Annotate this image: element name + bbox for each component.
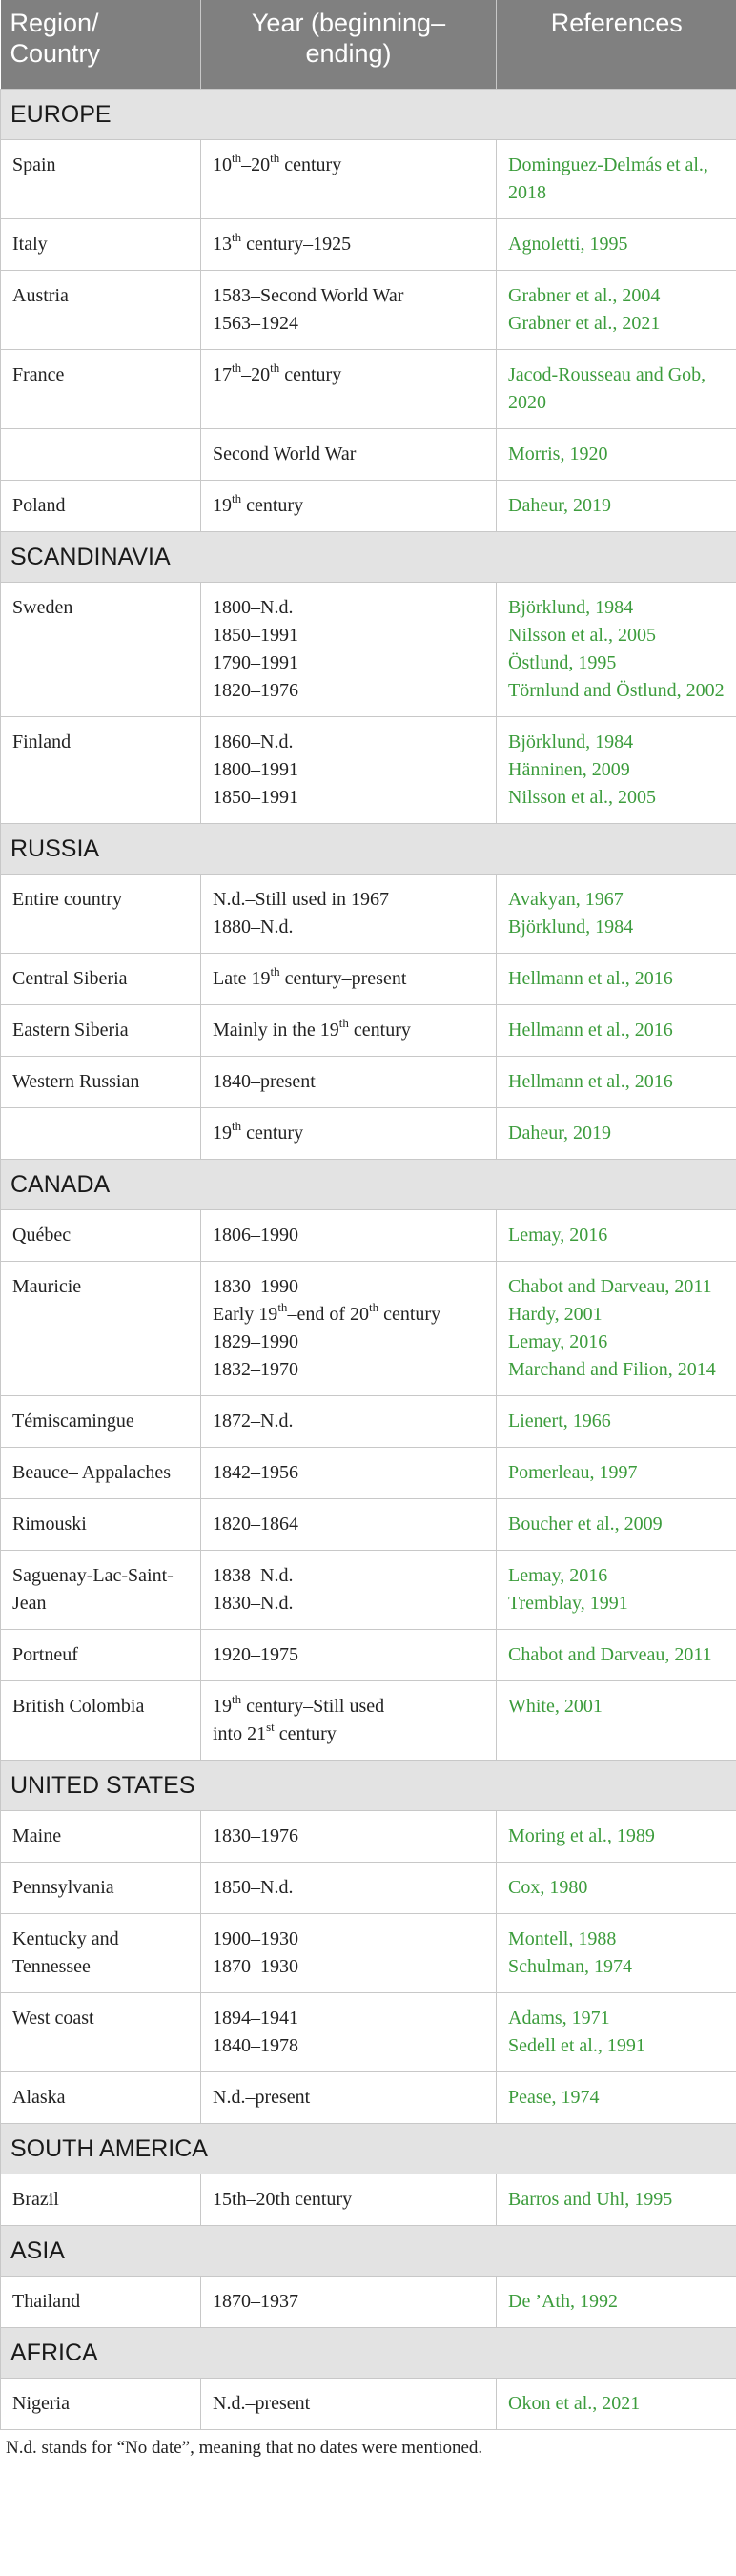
reference-link[interactable]: Dominguez-Delmás et al., 2018 (508, 154, 708, 203)
country-cell: Saguenay-Lac-Saint-Jean (1, 1550, 201, 1629)
year-cell (201, 1992, 497, 2071)
reference-link[interactable]: Daheur, 2019 (508, 494, 612, 516)
reference-link[interactable]: Grabner et al., 2021 (508, 312, 661, 334)
reference-link[interactable]: Björklund, 1984 (508, 916, 634, 938)
year-text: century (279, 154, 342, 175)
reference-link[interactable]: Björklund, 1984 (508, 596, 634, 618)
year-line (213, 1356, 484, 1384)
references-cell (497, 1810, 736, 1862)
year-cell (201, 1447, 497, 1498)
reference-link[interactable]: Björklund, 1984 (508, 731, 634, 752)
year-cell (201, 218, 497, 270)
year-text: 1870–1937 (213, 2290, 298, 2312)
year-text: 1830–1990 (213, 1275, 298, 1297)
year-line (213, 2005, 484, 2032)
references-cell (497, 1629, 736, 1680)
year-line (213, 1329, 484, 1356)
references-cell (497, 1498, 736, 1550)
country-cell (1, 428, 201, 480)
references-cell (497, 582, 736, 716)
table-row (1, 1629, 736, 1680)
year-text: century (241, 494, 304, 516)
table-row (1, 1862, 736, 1913)
ordinal-suffix: th (232, 150, 242, 165)
country-cell: Alaska (1, 2071, 201, 2123)
year-text: 1830–N.d. (213, 1592, 294, 1614)
references-cell (497, 480, 736, 531)
year-line (213, 1301, 484, 1329)
year-line (213, 2032, 484, 2060)
year-text: into 21 (213, 1722, 267, 1744)
year-line (213, 310, 484, 338)
year-cell (201, 428, 497, 480)
year-text: 13 (213, 233, 232, 255)
year-text: 19 (213, 1122, 232, 1144)
year-line (213, 1120, 484, 1147)
section-row (1, 1159, 736, 1209)
ordinal-suffix: th (232, 1118, 242, 1133)
year-text: 15th–20th century (213, 2188, 353, 2210)
table-row (1, 218, 736, 270)
references-cell (497, 2276, 736, 2327)
year-text: Early 19 (213, 1303, 278, 1325)
table-row (1, 1680, 736, 1760)
year-text: 1850–1991 (213, 786, 298, 808)
table-header-row (1, 0, 736, 89)
year-text: – (241, 154, 252, 175)
year-line (213, 784, 484, 812)
ordinal-suffix: th (232, 490, 242, 505)
country-cell: Eastern Siberia (1, 1004, 201, 1056)
year-line (213, 441, 484, 468)
references-cell (497, 349, 736, 428)
year-text: century (348, 1019, 411, 1041)
year-line (213, 1693, 484, 1721)
country-cell: Beauce– Appalaches (1, 1447, 201, 1498)
year-text: Mainly in the 19 (213, 1019, 339, 1041)
year-text: 10 (213, 154, 232, 175)
year-text: 1880–N.d. (213, 916, 294, 938)
section-row (1, 2123, 736, 2174)
year-line (213, 965, 484, 993)
year-line (213, 2186, 484, 2214)
year-text: 1900–1930 (213, 1927, 298, 1949)
section-row (1, 1760, 736, 1810)
year-text: –20 (241, 363, 271, 385)
references-cell (497, 1004, 736, 1056)
year-text: 1829–1990 (213, 1330, 298, 1352)
reference-link[interactable]: Nilsson et al., 2005 (508, 786, 656, 808)
reference-link[interactable]: Boucher et al., 2009 (508, 1513, 663, 1535)
year-cell (201, 1056, 497, 1107)
reference-link[interactable]: Daheur, 2019 (508, 1122, 612, 1144)
year-text: 1832–1970 (213, 1358, 298, 1380)
section-title: ASIA (1, 2225, 736, 2276)
table-row (1, 2378, 736, 2429)
country-cell: Mauricie (1, 1261, 201, 1395)
reference-link[interactable]: Grabner et al., 2004 (508, 284, 661, 306)
year-cell (201, 1107, 497, 1159)
table-row (1, 1550, 736, 1629)
year-text: 19 (213, 1695, 232, 1717)
table-row (1, 1209, 736, 1261)
year-line (213, 1408, 484, 1435)
year-line (213, 2084, 484, 2112)
year-cell (201, 1550, 497, 1629)
ordinal-suffix: th (368, 1299, 379, 1314)
year-text: 1850–1991 (213, 624, 298, 646)
year-line (213, 1459, 484, 1487)
year-line (213, 756, 484, 784)
year-line (213, 282, 484, 310)
year-line (213, 677, 484, 705)
table-body (1, 89, 736, 2429)
reference-link[interactable]: Hardy, 2001 (508, 1303, 603, 1325)
header-references: References (497, 0, 736, 89)
year-line (213, 1511, 484, 1538)
year-text: 17 (213, 363, 232, 385)
country-cell: Italy (1, 218, 201, 270)
table-row (1, 1810, 736, 1862)
table-row (1, 582, 736, 716)
year-cell (201, 2174, 497, 2225)
reference-link[interactable]: Hellmann et al., 2016 (508, 1019, 673, 1041)
country-cell (1, 1107, 201, 1159)
country-cell: Finland (1, 716, 201, 823)
year-text: 1842–1956 (213, 1461, 298, 1483)
year-text: 1894–1941 (213, 2007, 298, 2029)
year-text: Late 19 (213, 967, 271, 989)
year-cell (201, 480, 497, 531)
table-row (1, 1913, 736, 1992)
references-cell (497, 1862, 736, 1913)
ordinal-suffix: th (270, 360, 280, 375)
year-line (213, 361, 484, 389)
year-text: 1790–1991 (213, 651, 298, 673)
reference-link[interactable]: Törnlund and Östlund, 2002 (508, 679, 725, 701)
year-cell (201, 1680, 497, 1760)
country-cell: Nigeria (1, 2378, 201, 2429)
country-cell: Spain (1, 139, 201, 218)
year-line (213, 1641, 484, 1669)
references-cell (497, 874, 736, 953)
year-cell (201, 716, 497, 823)
references-cell (497, 2071, 736, 2123)
table-row (1, 1992, 736, 2071)
table-row (1, 1107, 736, 1159)
reference-link[interactable]: Tremblay, 1991 (508, 1592, 628, 1614)
year-text: 1830–1976 (213, 1824, 298, 1846)
year-text: 1800–1991 (213, 758, 298, 780)
year-text: 1806–1990 (213, 1224, 298, 1246)
reference-link[interactable]: Hellmann et al., 2016 (508, 1070, 673, 1092)
country-cell: Maine (1, 1810, 201, 1862)
references-cell (497, 1056, 736, 1107)
references-cell (497, 218, 736, 270)
year-text: century (378, 1303, 441, 1325)
reference-link[interactable]: Hänninen, 2009 (508, 758, 630, 780)
table-row (1, 428, 736, 480)
reference-link[interactable]: Östlund, 1995 (508, 651, 617, 673)
section-row (1, 89, 736, 139)
references-cell (497, 1992, 736, 2071)
year-cell (201, 953, 497, 1004)
year-cell (201, 349, 497, 428)
ordinal-suffix: st (266, 1719, 275, 1734)
year-line (213, 622, 484, 649)
ordinal-suffix: th (338, 1015, 349, 1030)
references-cell (497, 953, 736, 1004)
references-cell (497, 428, 736, 480)
references-cell (497, 1913, 736, 1992)
table-row (1, 1447, 736, 1498)
country-cell: Pennsylvania (1, 1862, 201, 1913)
reference-link[interactable]: Cox, 1980 (508, 1876, 588, 1898)
year-text: century–Still used (241, 1695, 385, 1717)
section-row (1, 2225, 736, 2276)
year-cell (201, 1209, 497, 1261)
year-line (213, 1926, 484, 1953)
country-cell: Poland (1, 480, 201, 531)
table-row (1, 2071, 736, 2123)
reference-link[interactable]: Marchand and Filion, 2014 (508, 1358, 716, 1380)
reference-link[interactable]: Lemay, 2016 (508, 1330, 608, 1352)
reference-link[interactable]: Morris, 1920 (508, 443, 608, 464)
year-line (213, 231, 484, 258)
section-title: SOUTH AMERICA (1, 2123, 736, 2174)
year-cell (201, 582, 497, 716)
year-line (213, 1721, 484, 1748)
year-line (213, 1068, 484, 1096)
country-cell: Austria (1, 270, 201, 349)
year-line (213, 2288, 484, 2316)
reference-link[interactable]: Chabot and Darveau, 2011 (508, 1643, 712, 1665)
reference-link[interactable]: Barros and Uhl, 1995 (508, 2188, 673, 2210)
year-line (213, 729, 484, 756)
year-line (213, 492, 484, 520)
section-title: UNITED STATES (1, 1760, 736, 1810)
references-cell (497, 1680, 736, 1760)
year-cell (201, 2378, 497, 2429)
country-cell: Kentucky and Tennessee (1, 1913, 201, 1992)
reference-link[interactable]: Schulman, 1974 (508, 1955, 632, 1977)
year-line (213, 886, 484, 914)
reference-link[interactable]: White, 2001 (508, 1695, 603, 1717)
reference-link[interactable]: Lemay, 2016 (508, 1224, 608, 1246)
country-cell: Portneuf (1, 1629, 201, 1680)
year-text: century (279, 363, 342, 385)
reference-link[interactable]: Nilsson et al., 2005 (508, 624, 656, 646)
reference-link[interactable]: Lemay, 2016 (508, 1564, 608, 1586)
year-cell (201, 2276, 497, 2327)
reference-link[interactable]: Moring et al., 1989 (508, 1824, 655, 1846)
year-cell (201, 1629, 497, 1680)
section-title: SCANDINAVIA (1, 531, 736, 582)
references-cell (497, 1107, 736, 1159)
table-row (1, 716, 736, 823)
reference-link[interactable]: Avakyan, 1967 (508, 888, 624, 910)
year-text: century (241, 1122, 304, 1144)
year-text: century–present (279, 967, 407, 989)
country-cell: Central Siberia (1, 953, 201, 1004)
table-row (1, 139, 736, 218)
reference-link[interactable]: Adams, 1971 (508, 2007, 610, 2029)
country-cell: Brazil (1, 2174, 201, 2225)
table-row (1, 2174, 736, 2225)
section-title: RUSSIA (1, 823, 736, 874)
section-row (1, 531, 736, 582)
year-text: 1860–N.d. (213, 731, 294, 752)
references-cell (497, 139, 736, 218)
reference-link[interactable]: Pomerleau, 1997 (508, 1461, 638, 1483)
references-cell (497, 2174, 736, 2225)
year-text: century (274, 1722, 337, 1744)
reference-link[interactable]: Sedell et al., 1991 (508, 2034, 645, 2056)
country-cell: British Colombia (1, 1680, 201, 1760)
references-cell (497, 270, 736, 349)
references-cell (497, 1261, 736, 1395)
section-title: EUROPE (1, 89, 736, 139)
section-title: CANADA (1, 1159, 736, 1209)
section-row (1, 823, 736, 874)
header-year: Year (beginning– ending) (201, 0, 497, 89)
table-row (1, 2276, 736, 2327)
reference-link[interactable]: Chabot and Darveau, 2011 (508, 1275, 712, 1297)
year-text: 19 (213, 494, 232, 516)
year-cell (201, 1261, 497, 1395)
year-text: 1820–1864 (213, 1513, 298, 1535)
year-text: N.d.–present (213, 2392, 311, 2414)
year-cell (201, 270, 497, 349)
year-cell (201, 1004, 497, 1056)
year-text: 1563–1924 (213, 312, 298, 334)
reference-link[interactable]: De ’Ath, 1992 (508, 2290, 618, 2312)
table-row (1, 480, 736, 531)
year-line (213, 914, 484, 941)
year-text: 1583–Second World War (213, 284, 404, 306)
table-row (1, 953, 736, 1004)
year-line (213, 1823, 484, 1850)
section-row (1, 2327, 736, 2378)
table-row (1, 1395, 736, 1447)
references-cell (497, 1209, 736, 1261)
year-text: N.d.–Still used in 1967 (213, 888, 390, 910)
ordinal-suffix: th (270, 963, 280, 979)
year-line (213, 1953, 484, 1981)
section-title: AFRICA (1, 2327, 736, 2378)
table-row (1, 1261, 736, 1395)
year-line (213, 1562, 484, 1590)
table-row (1, 1056, 736, 1107)
year-text: Second World War (213, 443, 357, 464)
country-cell: Témiscamingue (1, 1395, 201, 1447)
year-line (213, 2390, 484, 2418)
header-region-country: Region/ Country (1, 0, 201, 89)
year-line (213, 1874, 484, 1902)
year-text: 1872–N.d. (213, 1410, 294, 1432)
year-text: 1850–N.d. (213, 1876, 294, 1898)
year-line (213, 1222, 484, 1249)
year-text: 1920–1975 (213, 1643, 298, 1665)
year-text: 1840–present (213, 1070, 316, 1092)
year-text: –end of 20 (287, 1303, 369, 1325)
country-cell: Entire country (1, 874, 201, 953)
reference-link[interactable]: Hellmann et al., 2016 (508, 967, 673, 989)
reference-link[interactable]: Pease, 1974 (508, 2086, 600, 2108)
reference-link[interactable]: Lienert, 1966 (508, 1410, 611, 1432)
year-text: 1870–1930 (213, 1955, 298, 1977)
year-text: 1820–1976 (213, 679, 298, 701)
year-text: 1800–N.d. (213, 596, 294, 618)
year-cell (201, 1913, 497, 1992)
ordinal-suffix: th (270, 150, 280, 165)
country-cell: Rimouski (1, 1498, 201, 1550)
reference-link[interactable]: Jacod-Rousseau and Gob, 2020 (508, 363, 706, 413)
year-line (213, 1590, 484, 1618)
year-cell (201, 1395, 497, 1447)
year-text: century–1925 (241, 233, 352, 255)
year-cell (201, 1498, 497, 1550)
reference-link[interactable]: Montell, 1988 (508, 1927, 617, 1949)
country-cell: West coast (1, 1992, 201, 2071)
ordinal-suffix: th (232, 360, 242, 375)
country-cell: Western Russian (1, 1056, 201, 1107)
table-row (1, 270, 736, 349)
table-row (1, 1498, 736, 1550)
year-cell (201, 874, 497, 953)
references-cell (497, 1550, 736, 1629)
year-cell (201, 2071, 497, 2123)
year-text: 1838–N.d. (213, 1564, 294, 1586)
year-line (213, 594, 484, 622)
references-cell (497, 2378, 736, 2429)
table-row (1, 874, 736, 953)
year-line (213, 1273, 484, 1301)
country-cell: Québec (1, 1209, 201, 1261)
table-footnote: N.d. stands for “No date”, meaning that no dates were mentioned. (6, 2437, 483, 2458)
year-cell (201, 1862, 497, 1913)
year-text: N.d.–present (213, 2086, 311, 2108)
reference-link[interactable]: Agnoletti, 1995 (508, 233, 628, 255)
ordinal-suffix: th (232, 229, 242, 244)
table-row (1, 349, 736, 428)
country-cell: France (1, 349, 201, 428)
ordinal-suffix: th (232, 1691, 242, 1706)
ordinal-suffix: th (277, 1299, 288, 1314)
references-cell (497, 1447, 736, 1498)
country-cell: Sweden (1, 582, 201, 716)
year-text: 20 (251, 154, 271, 175)
reference-link[interactable]: Okon et al., 2021 (508, 2392, 641, 2414)
references-cell (497, 716, 736, 823)
year-cell (201, 139, 497, 218)
table-row (1, 1004, 736, 1056)
country-cell: Thailand (1, 2276, 201, 2327)
year-line (213, 152, 484, 179)
year-cell (201, 1810, 497, 1862)
references-cell (497, 1395, 736, 1447)
year-line (213, 649, 484, 677)
year-text: 1840–1978 (213, 2034, 298, 2056)
year-line (213, 1017, 484, 1044)
